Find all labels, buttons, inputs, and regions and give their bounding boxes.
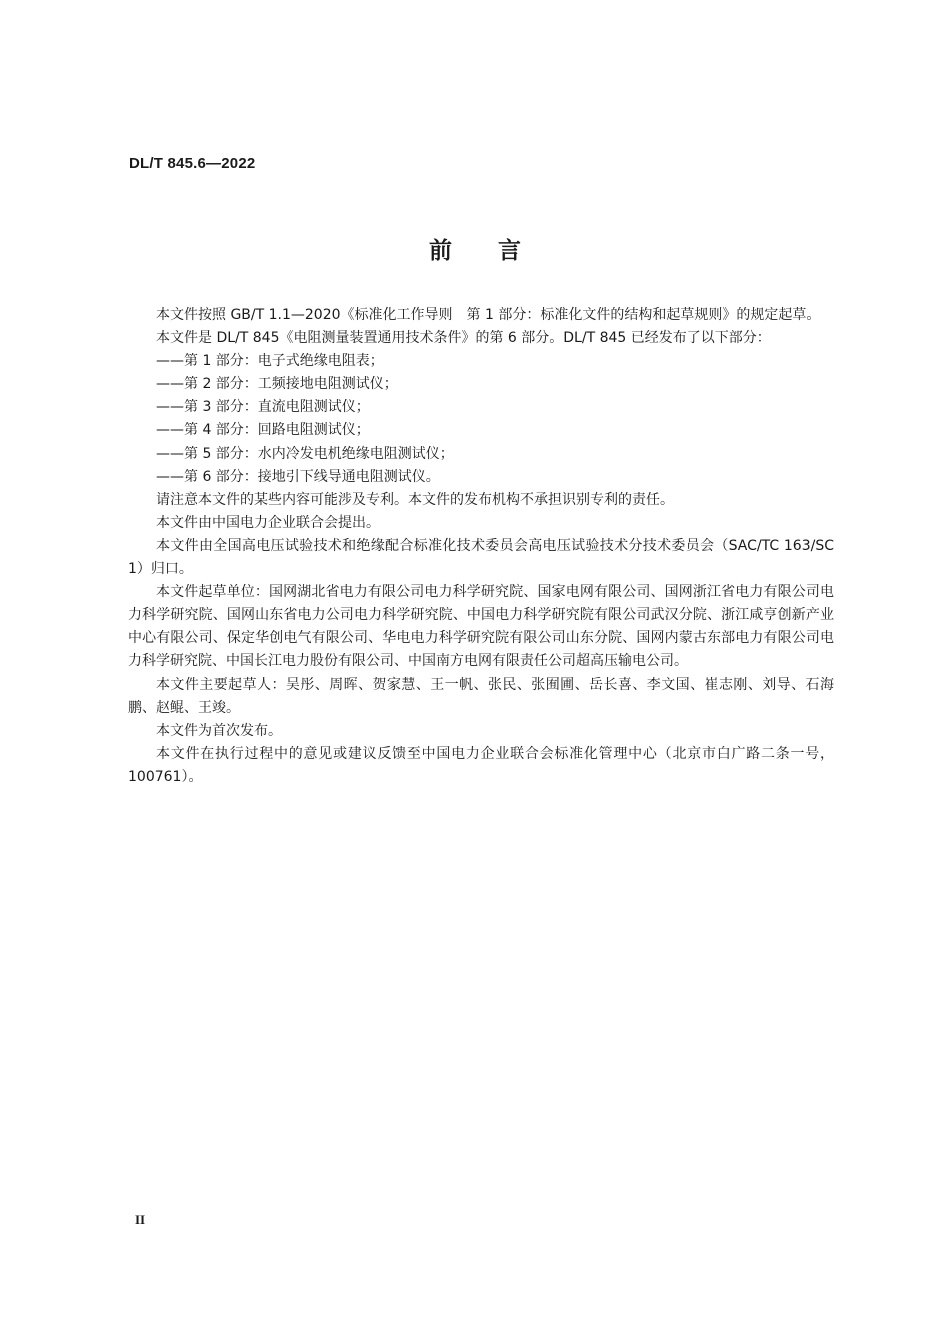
paragraph-drafting-units: 本文件起草单位：国网湖北省电力有限公司电力科学研究院、国家电网有限公司、国网浙江省电力有限公司电力科学研究院、国网山东省电力公司电力科学研究院、中国电力科学研究院有限公司武汉分院、浙江咸亨创新产业中心有限公司、保定华创电气有限公司、华电电力科学研究院有限公司山东分院、国网内蒙古东部电力有限公司电力科学研究院、中国长江电力股份有限公司、中国南方电网有限责任公司超高压输电公司。	[128, 584, 834, 670]
page-number: II	[135, 1212, 146, 1227]
foreword-body	[128, 304, 834, 789]
page-title: 前言	[429, 238, 567, 264]
list-item: ——第 4 部分：回路电阻测试仪；	[156, 422, 370, 439]
paragraph-drafters: 本文件主要起草人：吴彤、周晖、贺家慧、王一帆、张民、张囿圃、岳长喜、李文国、崔志刚、刘导、石海鹏、赵鲲、王竣。	[128, 676, 834, 716]
paragraph-drafting-rules: 本文件按照 GB/T 1.1—2020《标准化工作导则 第 1 部分：标准化文件的结构和起草规则》的规定起草。	[156, 307, 821, 323]
list-item: ——第 6 部分：接地引下线导通电阻测试仪。	[156, 468, 440, 485]
paragraph-first-release: 本文件为首次发布。	[156, 722, 282, 739]
paragraph-feedback: 本文件在执行过程中的意见或建议反馈至中国电力企业联合会标准化管理中心（北京市白广路二条一号，100761）。	[128, 745, 834, 785]
list-item: ——第 1 部分：电子式绝缘电阻表；	[156, 353, 384, 370]
standard-code: DL/T 845.6—2022	[129, 155, 256, 172]
list-item: ——第 5 部分：水内冷发电机绝缘电阻测试仪；	[156, 445, 454, 462]
paragraph-committee: 本文件由全国高电压试验技术和绝缘配合标准化技术委员会高电压试验技术分技术委员会（SAC/TC 163/SC 1）归口。	[128, 537, 834, 578]
list-item: ——第 3 部分：直流电阻测试仪；	[156, 399, 370, 416]
paragraph-patent-notice: 请注意本文件的某些内容可能涉及专利。本文件的发布机构不承担识别专利的责任。	[156, 491, 674, 508]
list-item: ——第 2 部分：工频接地电阻测试仪；	[156, 376, 398, 393]
paragraph-proposer: 本文件由中国电力企业联合会提出。	[156, 514, 380, 531]
paragraph-series-intro: 本文件是 DL/T 845《电阻测量装置通用技术条件》的第 6 部分。DL/T 845 已经发布了以下部分：	[156, 330, 771, 347]
